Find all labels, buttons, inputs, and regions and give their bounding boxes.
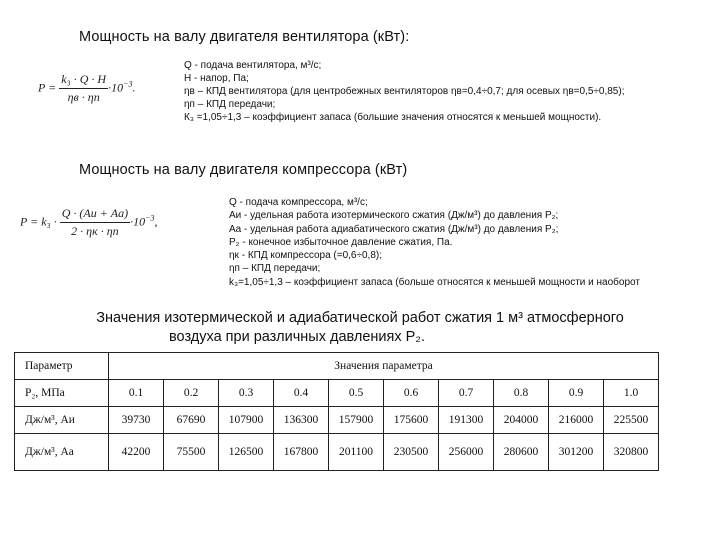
- table-cell: 216000: [549, 407, 604, 434]
- table-row: [15, 407, 659, 434]
- fan-definitions: [184, 59, 624, 124]
- compression-work-table: [14, 352, 659, 471]
- table-title: [0, 309, 720, 347]
- table-header-row: [15, 353, 659, 380]
- fan-def-line: H - напор, Па;: [184, 73, 249, 84]
- table-cell: 1.0: [604, 380, 659, 407]
- fan-power-formula: [38, 72, 135, 105]
- compressor-def-line: P₂ - конечное избыточное давление сжатия, Па.: [229, 236, 453, 248]
- table-cell: 280600: [494, 434, 549, 471]
- table-cell: 0.4: [274, 380, 329, 407]
- table-row-label: Дж/м³, Aи: [15, 407, 109, 434]
- compressor-def-line: Aа - удельная работа адиабатического сжатия (Дж/м³) до давления P₂;: [229, 223, 559, 235]
- table-row-label: P₂, МПа: [15, 380, 109, 407]
- table-cell: 0.7: [439, 380, 494, 407]
- table-cell: 0.8: [494, 380, 549, 407]
- compressor-heading: Мощность на валу двигателя компрессора (кВт): [79, 162, 408, 178]
- table-row: [15, 380, 659, 407]
- table-header-parameter: Параметр: [15, 353, 109, 380]
- table-cell: 126500: [219, 434, 274, 471]
- fan-formula-denominator: ηв · ηп: [67, 90, 100, 104]
- compressor-formula-exponent: −3: [145, 213, 155, 223]
- compressor-formula-denominator: 2 · ηк · ηп: [71, 224, 119, 238]
- compressor-def-line: Q - подача компрессора, м³/с;: [229, 197, 368, 208]
- table-cell: 0.9: [549, 380, 604, 407]
- compressor-formula-lhs: P = k₃ ·: [20, 214, 60, 229]
- compressor-def-line: k₃=1,05÷1,3 – коэффициент запаса (больше относятся к меньшей мощности и наоборот: [229, 276, 640, 288]
- table-cell: 204000: [494, 407, 549, 434]
- table-cell: 320800: [604, 434, 659, 471]
- table-cell: 136300: [274, 407, 329, 434]
- table-cell: 39730: [109, 407, 164, 434]
- fan-formula-numerator: k₃ · Q · H: [59, 72, 108, 89]
- compressor-definitions: [229, 196, 640, 289]
- table-title-line: воздуха при различных давлениях P₂.: [169, 329, 425, 345]
- table-cell: 191300: [439, 407, 494, 434]
- table-cell: 230500: [384, 434, 439, 471]
- fan-formula-exponent: −3: [123, 79, 133, 89]
- table-cell: 201100: [329, 434, 384, 471]
- table-cell: 256000: [439, 434, 494, 471]
- fan-heading: Мощность на валу двигателя вентилятора (кВт):: [79, 29, 410, 45]
- fan-def-line: К₃ =1,05÷1,3 – коэффициент запаса (большие значения относятся к меньшей мощности).: [184, 112, 602, 123]
- table-cell: 225500: [604, 407, 659, 434]
- table-cell: 75500: [164, 434, 219, 471]
- table-cell: 0.2: [164, 380, 219, 407]
- compressor-def-line: ηк - КПД компрессора (=0,6÷0,8);: [229, 250, 382, 262]
- compressor-formula-factor: ·10: [130, 214, 146, 229]
- table-row-label: Дж/м³, Aа: [15, 434, 109, 471]
- compressor-formula-numerator: Q · (Aи + Aа): [60, 206, 130, 223]
- table-title-line: Значения изотермической и адиабатической работ сжатия 1 м³ атмосферного: [96, 310, 624, 326]
- fan-formula-factor: ·10: [108, 80, 124, 95]
- table-header-values: Значения параметра: [109, 353, 659, 380]
- table-cell: 107900: [219, 407, 274, 434]
- table-cell: 0.1: [109, 380, 164, 407]
- table-cell: 67690: [164, 407, 219, 434]
- compressor-formula-tail: ,: [154, 214, 158, 229]
- table-cell: 0.5: [329, 380, 384, 407]
- fan-def-line: ηп – КПД передачи;: [184, 99, 276, 110]
- table-row: [15, 434, 659, 471]
- compressor-def-line: ηп – КПД передачи;: [229, 263, 321, 275]
- fan-formula-tail: .: [132, 80, 136, 95]
- table-cell: 0.6: [384, 380, 439, 407]
- compressor-def-line: Aи - удельная работа изотермического сжатия (Дж/м³) до давления P₂;: [229, 210, 559, 222]
- table-cell: 157900: [329, 407, 384, 434]
- table-cell: 167800: [274, 434, 329, 471]
- fan-formula-lhs: P =: [38, 80, 60, 95]
- table-cell: 0.3: [219, 380, 274, 407]
- table-cell: 42200: [109, 434, 164, 471]
- fan-def-line: ηв – КПД вентилятора (для центробежных вентиляторов ηв=0,4÷0,7; для осевых ηв=0,5÷0,85);: [184, 86, 625, 97]
- table-cell: 301200: [549, 434, 604, 471]
- fan-def-line: Q - подача вентилятора, м³/с;: [184, 60, 322, 71]
- table-cell: 175600: [384, 407, 439, 434]
- compressor-power-formula: [20, 206, 158, 239]
